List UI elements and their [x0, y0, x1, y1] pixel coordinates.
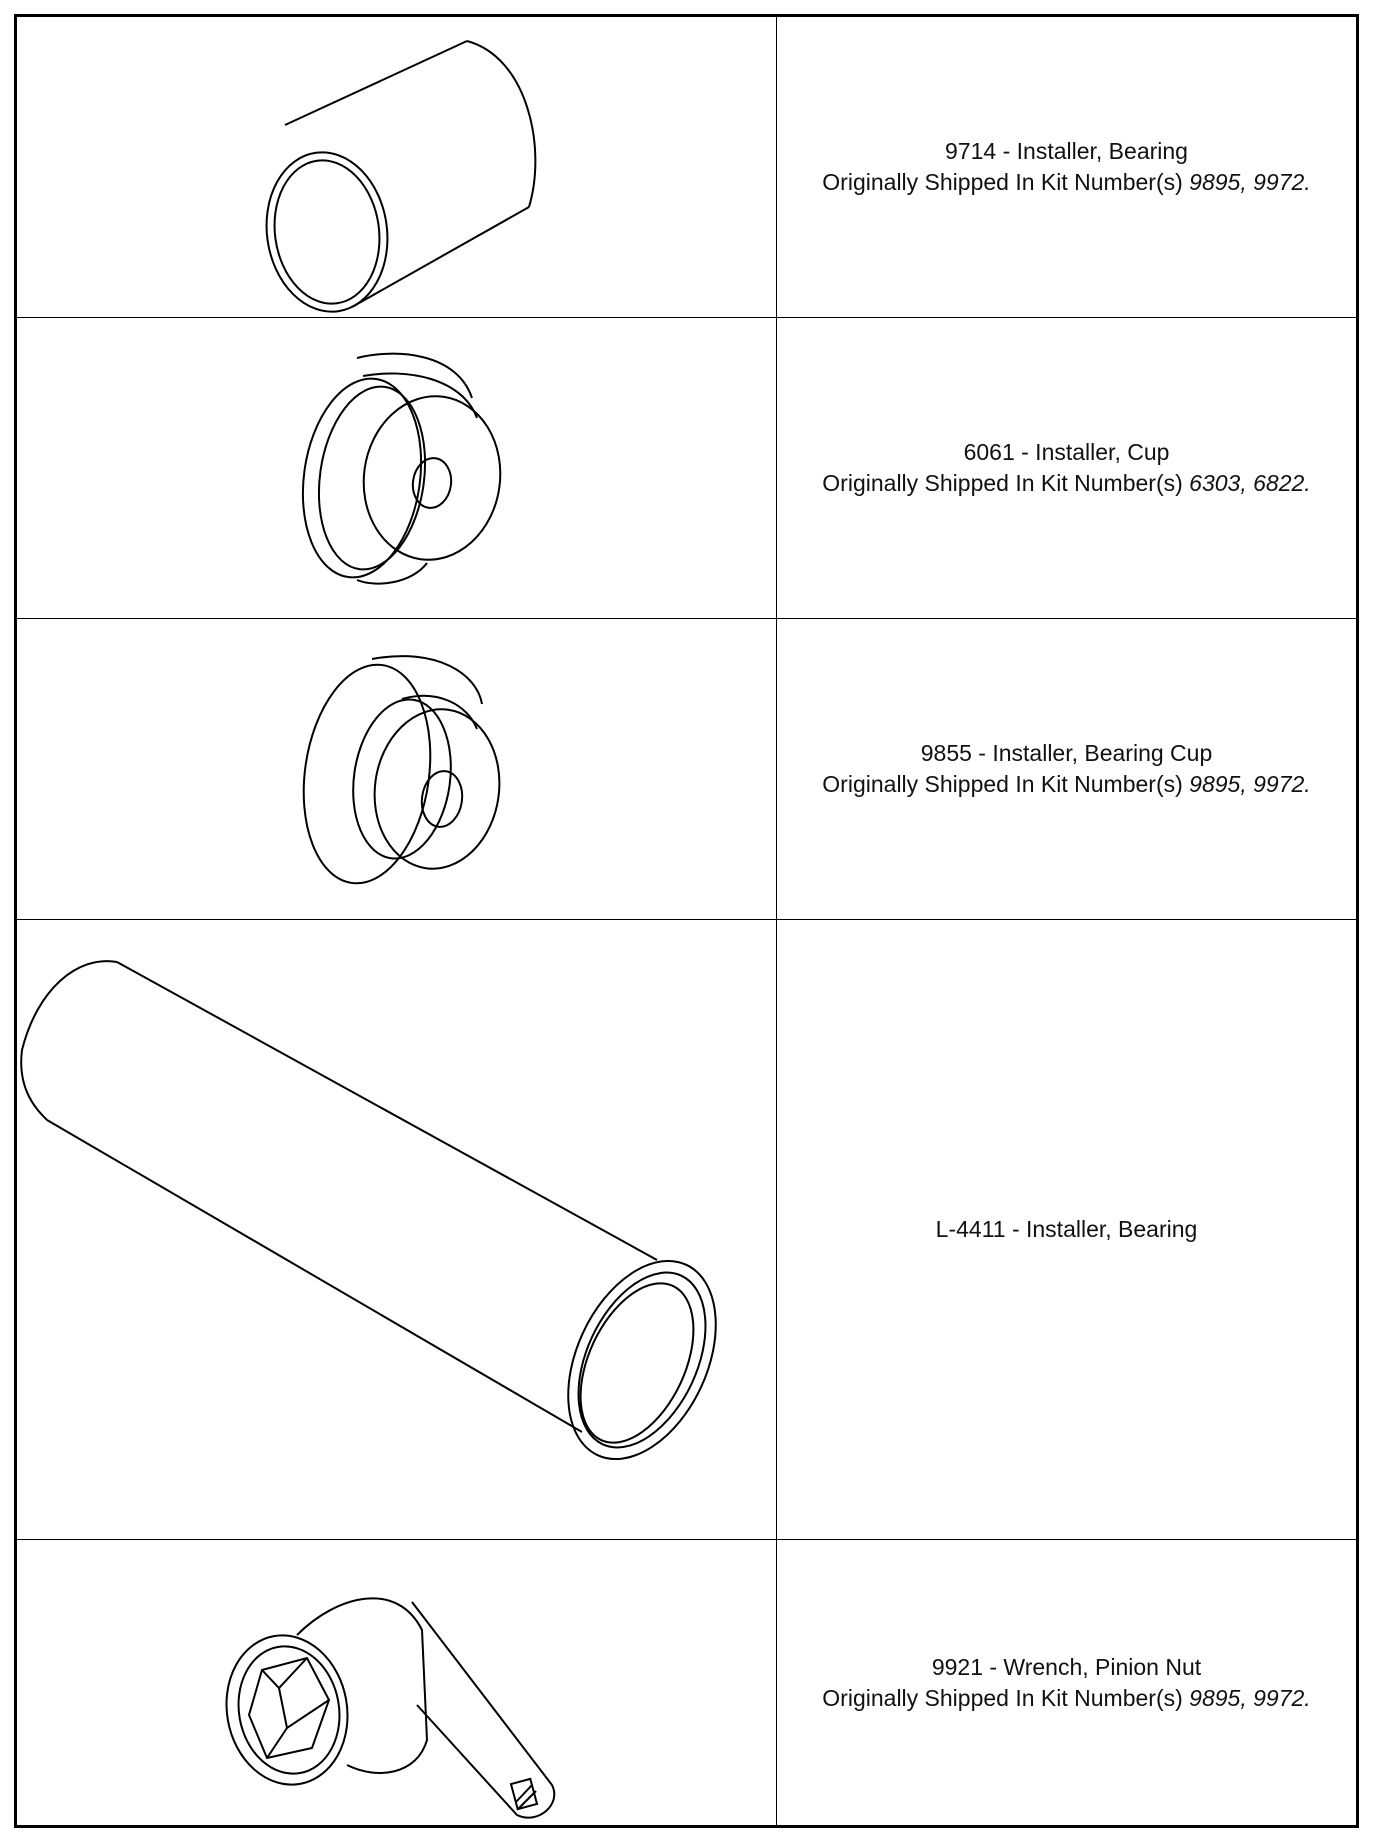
- kit-numbers: 9895, 9972: [1189, 771, 1305, 797]
- long-tube-installer-icon: [17, 920, 777, 1540]
- sleeve-installer-icon: [17, 17, 777, 317]
- tool-row: [17, 318, 1356, 619]
- bearing-cup-installer-icon: [17, 619, 777, 919]
- tool-description: [777, 619, 1356, 919]
- tool-image-cell: [17, 318, 777, 618]
- tool-description: [777, 17, 1356, 317]
- tool-image-cell: [17, 17, 777, 317]
- tool-description: [777, 318, 1356, 618]
- tool-title: L-4411 - Installer, Bearing: [935, 1216, 1198, 1242]
- shipped-label: Originally Shipped In Kit Number(s): [822, 1684, 1183, 1711]
- tool-description: [777, 1540, 1356, 1825]
- tool-title: 6061 - Installer, Cup: [963, 439, 1170, 465]
- kit-numbers: 9895, 9972: [1189, 169, 1305, 195]
- kit-numbers: 6303, 6822: [1189, 470, 1305, 496]
- tool-kits-line: Originally Shipped In Kit Number(s) 9895, 9972.: [822, 169, 1311, 195]
- tool-kits-line: Originally Shipped In Kit Number(s) 6303, 6822.: [822, 470, 1311, 496]
- shipped-label: Originally Shipped In Kit Number(s): [822, 771, 1183, 797]
- tool-image-cell: [17, 619, 777, 919]
- tool-title: 9855 - Installer, Bearing Cup: [920, 740, 1213, 766]
- tool-row: [17, 619, 1356, 920]
- tool-title: 9921 - Wrench, Pinion Nut: [931, 1653, 1202, 1680]
- pinion-nut-wrench-icon: [17, 1540, 777, 1825]
- tool-image-cell: [17, 1540, 777, 1825]
- tool-image-cell: [17, 920, 777, 1539]
- tool-row: [17, 1540, 1356, 1825]
- tool-row: [17, 17, 1356, 318]
- tool-row: [17, 920, 1356, 1540]
- tool-title: 9714 - Installer, Bearing: [945, 138, 1188, 164]
- cup-installer-icon: [17, 318, 777, 618]
- tool-kits-line: Originally Shipped In Kit Number(s) 9895, 9972.: [822, 771, 1311, 797]
- tool-table: [14, 14, 1359, 1828]
- tool-kits-line: Originally Shipped In Kit Number(s) 9895, 9972.: [822, 1684, 1311, 1711]
- shipped-label: Originally Shipped In Kit Number(s): [822, 470, 1183, 496]
- shipped-label: Originally Shipped In Kit Number(s): [822, 169, 1183, 195]
- tool-description: [777, 920, 1356, 1539]
- kit-numbers: 9895, 9972: [1189, 1684, 1305, 1711]
